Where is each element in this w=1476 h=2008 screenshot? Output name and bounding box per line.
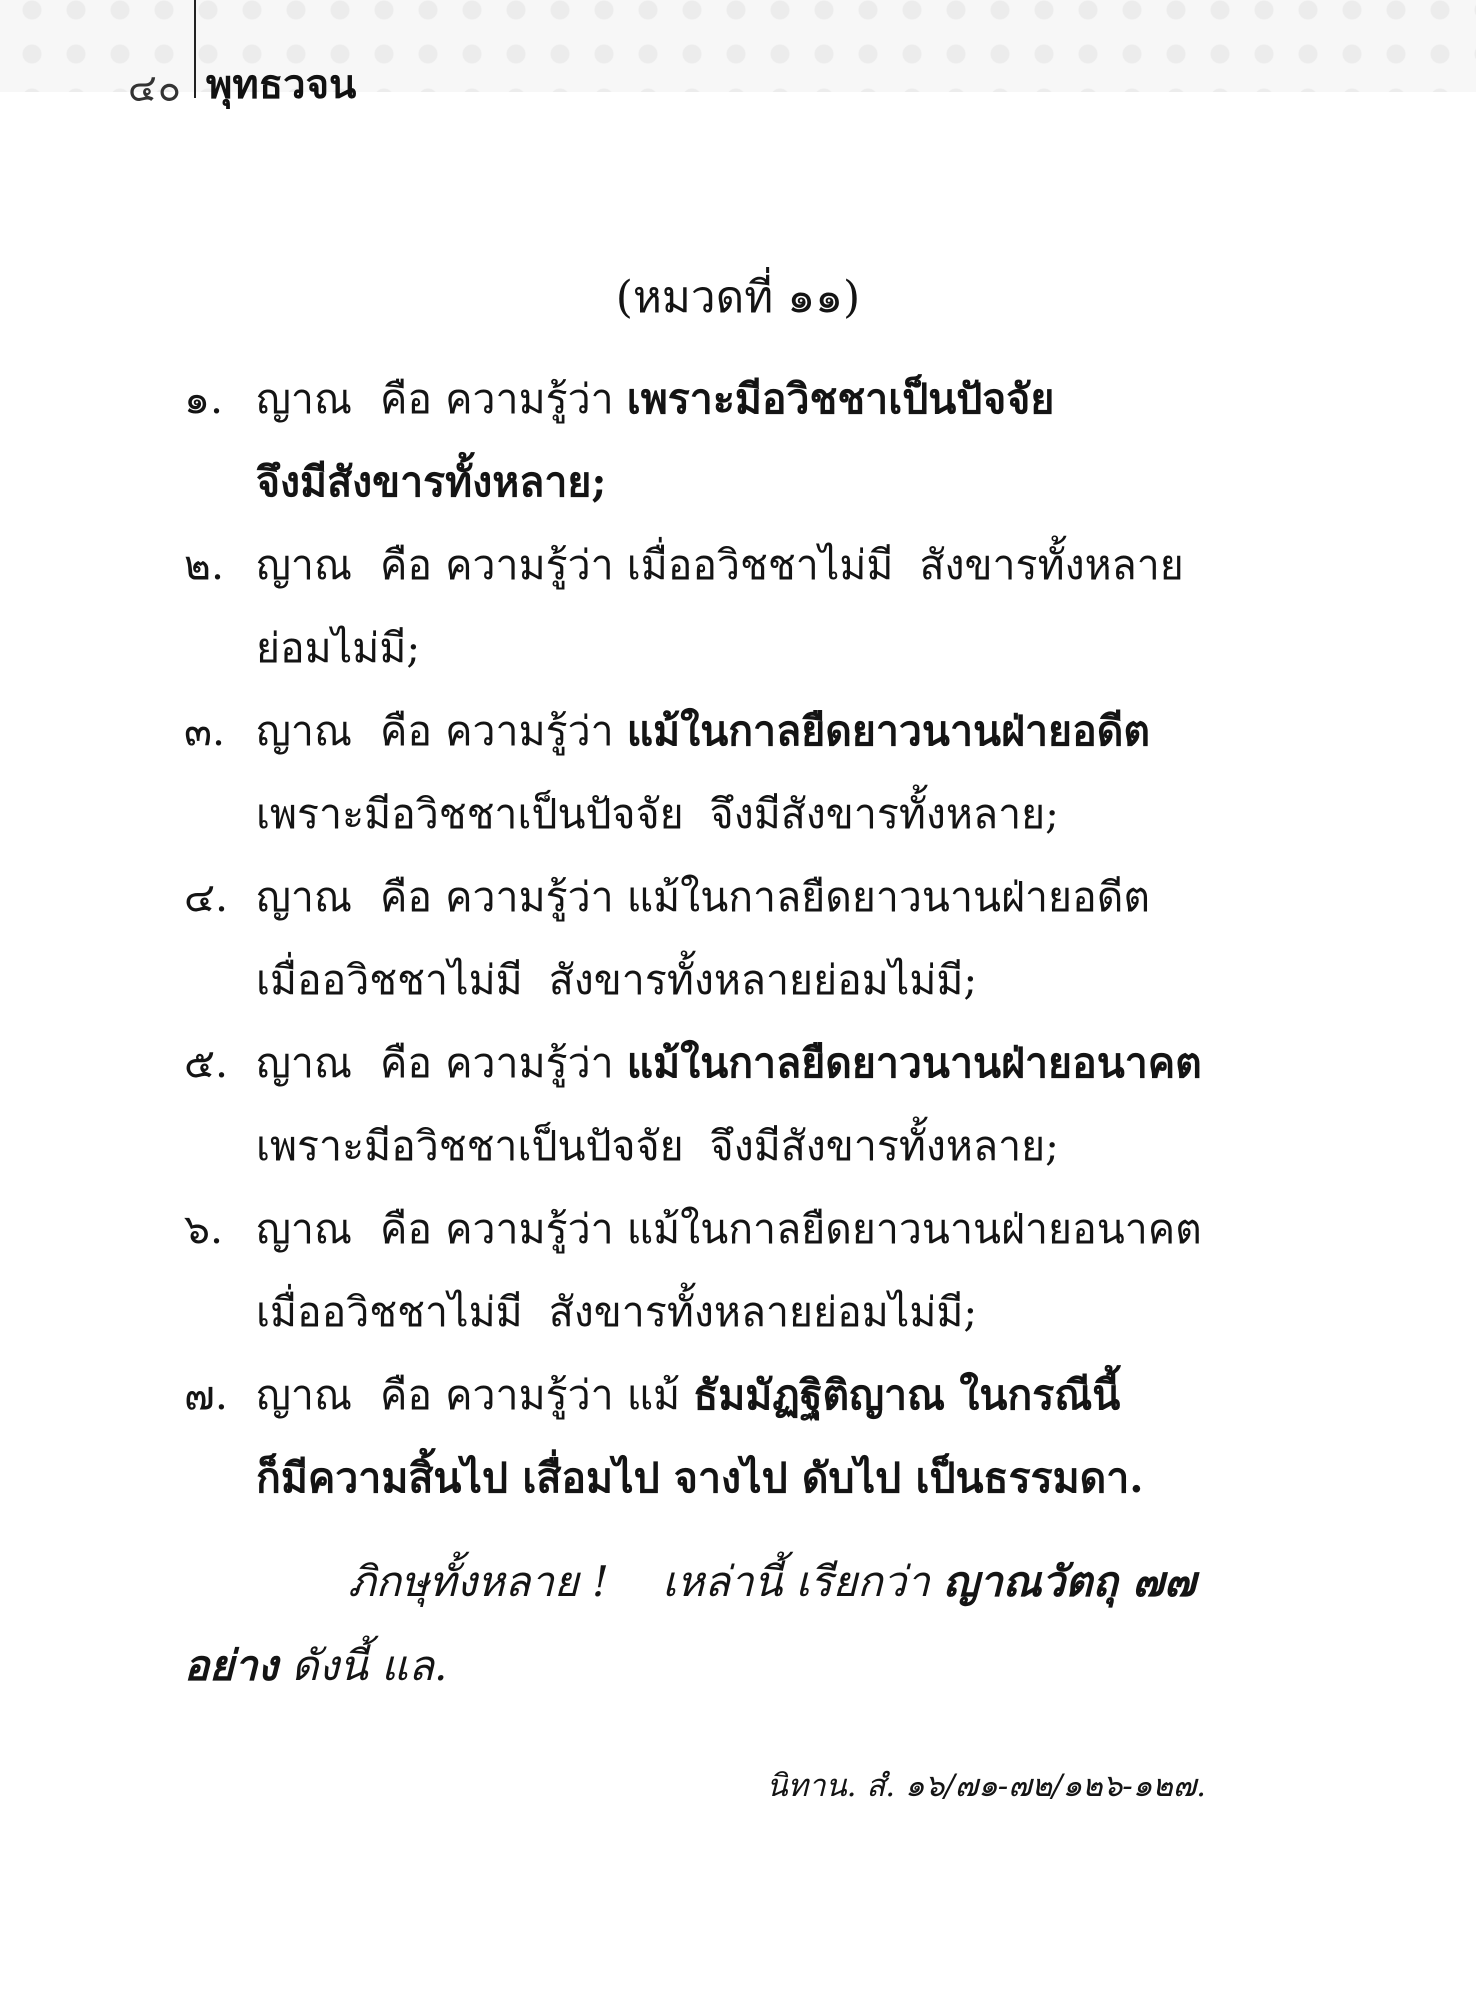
page-number: ๔๐ [128,66,182,110]
closing-paragraph [184,1540,1204,1708]
item-number: ๒. [184,541,225,589]
item-is: คือ [380,873,433,921]
list-item-line [184,607,1194,690]
list-item-line [184,1271,1194,1354]
item-number: ๓. [184,707,226,755]
item-is: คือ [380,707,433,755]
closing-text: ดังนี้ แล. [291,1641,448,1690]
item-number: ๗. [184,1371,228,1419]
item-continuation: ก็มีความสิ้นไป เสื่อมไป จางไป ดับไป เป็นธรรมดา. [256,1454,1144,1502]
list-item-line [184,690,1194,773]
item-term: ญาณ [256,541,352,589]
item-know: ความรู้ว่า [445,1371,614,1419]
item-number: ๕. [184,1039,229,1087]
closing-line [184,1540,1204,1624]
numbered-list [184,358,1202,1520]
item-continuation: เมื่ออวิชชาไม่มี สังขารทั้งหลายย่อมไม่มี; [256,956,978,1004]
item-term: ญาณ [256,873,352,921]
book-title: พุทธวจน [206,61,357,108]
closing-address: ภิกษุทั้งหลาย ! [348,1557,609,1606]
item-is: คือ [380,1205,433,1253]
item-is: คือ [380,375,433,423]
list-item-line [184,1022,1202,1105]
item-emphasis: แม้ในกาลยืดยาวนานฝ่ายอดีต [626,707,1150,755]
list-item-line [184,1105,1194,1188]
list-item-line [184,1354,1194,1437]
item-text: แม้ในกาลยืดยาวนานฝ่ายอนาคต [626,1205,1202,1253]
item-emphasis: ธัมมัฏฐิติญาณ ในกรณีนี้ [693,1371,1121,1419]
item-term: ญาณ [256,1371,352,1419]
item-is: คือ [380,1039,433,1087]
list-item [184,856,1194,1022]
list-item-line [184,524,1194,607]
list-item-line [184,773,1194,856]
item-emphasis: เพราะมีอวิชชาเป็นปัจจัย [626,375,1055,423]
item-continuation: ย่อมไม่มี; [256,624,421,672]
item-term: ญาณ [256,1039,352,1087]
item-know: ความรู้ว่า [445,1039,614,1087]
list-item-line [184,939,1194,1022]
item-emphasis: แม้ในกาลยืดยาวนานฝ่ายอนาคต [626,1039,1202,1087]
item-continuation: จึงมีสังขารทั้งหลาย; [256,458,607,506]
item-know: ความรู้ว่า [445,375,614,423]
item-term: ญาณ [256,707,352,755]
list-item-line [184,441,1194,524]
item-number: ๖. [184,1205,224,1253]
item-text: แม้ในกาลยืดยาวนานฝ่ายอดีต [626,873,1150,921]
section-title: (หมวดที่ ๑๑) [615,272,861,323]
list-item-line [184,1188,1202,1271]
list-item [184,1022,1202,1188]
list-item-line [184,1437,1194,1520]
list-item [184,1188,1202,1354]
list-item [184,358,1194,524]
item-term: ญาณ [256,1205,352,1253]
item-text: เมื่ออวิชชาไม่มี สังขารทั้งหลาย [626,541,1184,589]
item-term: ญาณ [256,375,352,423]
item-continuation: เมื่ออวิชชาไม่มี สังขารทั้งหลายย่อมไม่มี; [256,1288,978,1336]
item-is: คือ [380,1371,433,1419]
list-item [184,1354,1194,1520]
item-number: ๔. [184,873,229,921]
list-item-line [184,856,1194,939]
item-know: ความรู้ว่า [445,707,614,755]
item-text: แม้ [626,1371,681,1419]
list-item [184,524,1194,690]
item-continuation: เพราะมีอวิชชาเป็นปัจจัย จึงมีสังขารทั้งหลาย; [256,790,1059,838]
item-know: ความรู้ว่า [445,541,614,589]
closing-emphasis: อย่าง [184,1641,278,1690]
item-know: ความรู้ว่า [445,1205,614,1253]
closing-emphasis: ญาณวัตถุ ๗๗ [943,1557,1196,1606]
list-item-line [184,358,1194,441]
item-know: ความรู้ว่า [445,873,614,921]
item-number: ๑. [184,375,224,423]
closing-text: เหล่านี้ เรียกว่า [662,1557,930,1606]
closing-line [184,1624,1204,1708]
item-continuation: เพราะมีอวิชชาเป็นปัจจัย จึงมีสังขารทั้งหลาย; [256,1122,1059,1170]
item-is: คือ [380,541,433,589]
source-reference: นิทาน. สํ. ๑๖/๗๑-๗๒/๑๒๖-๑๒๗. [766,1768,1206,1804]
header-divider [194,0,196,98]
list-item [184,690,1194,856]
